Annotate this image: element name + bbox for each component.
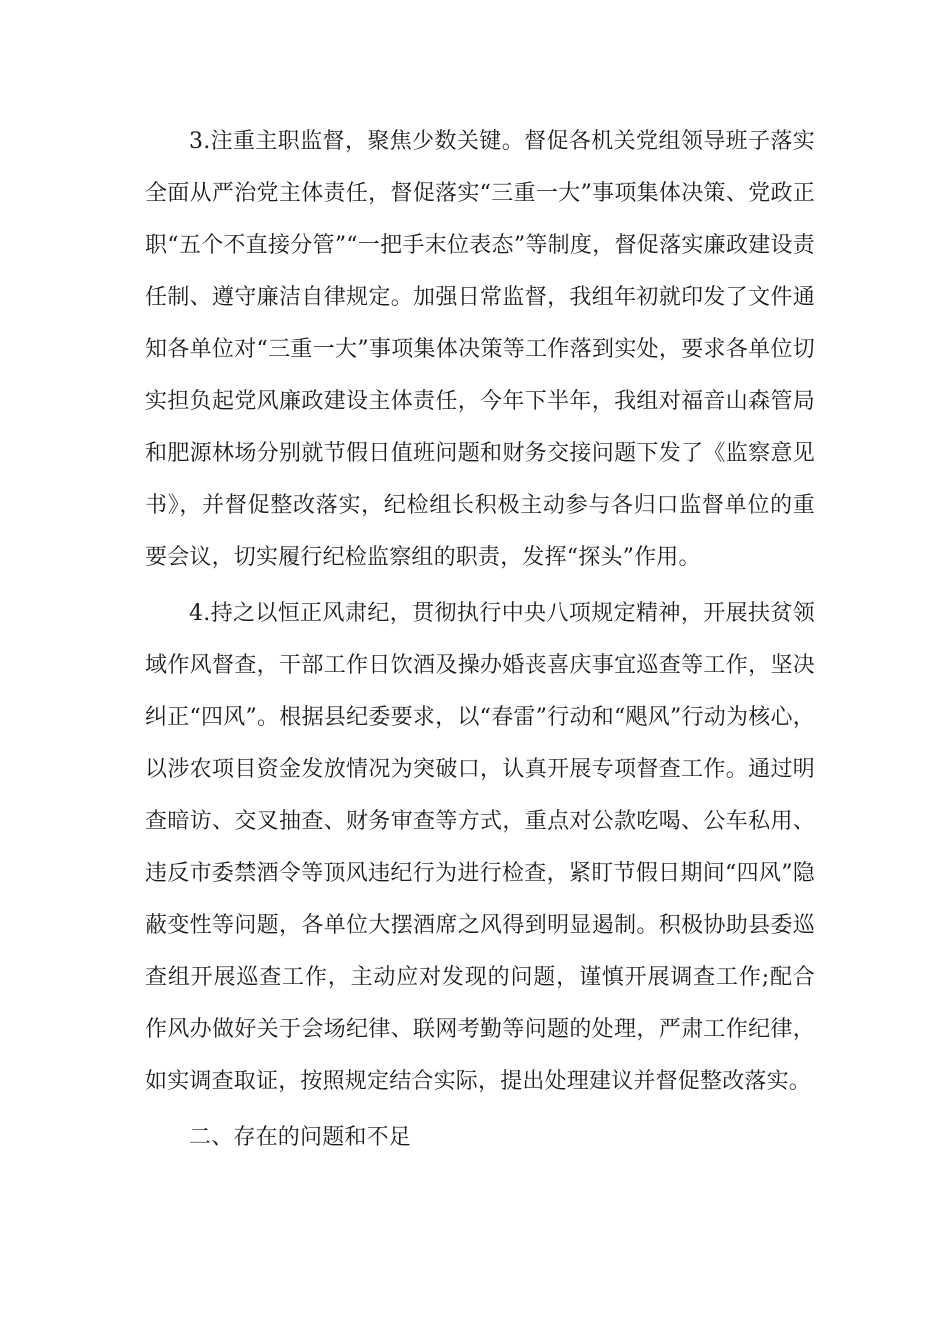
- document-body: [145, 116, 815, 1164]
- paragraph-discipline: 4.持之以恒正风肃纪，贯彻执行中央八项规定精神，开展扶贫领域作风督查，干部工作日饮酒及操办婚丧喜庆事宜巡查等工作，坚决纠正“四风”。根据县纪委要求，以“春雷”行动和“飓风”行动为核心，以涉农项目资金发放情况为突破口，认真开展专项督查工作。通过明查暗访、交叉抽查、财务审查等方式，重点对公款吃喝、公车私用、违反市委禁酒令等顶风违纪行为进行检查，紧盯节假日期间“四风”隐蔽变性等问题，各单位大摆酒席之风得到明显遏制。积极协助县委巡查组开展巡查工作，主动应对发现的问题，谨慎开展调查工作;配合作风办做好关于会场纪律、联网考勤等问题的处理，严肃工作纪律，如实调查取证，按照规定结合实际，提出处理建议并督促整改落实。: [145, 601, 815, 1094]
- section-heading: 二、存在的问题和不足: [189, 1125, 412, 1150]
- paragraph-supervision: 3.注重主职监督，聚焦少数关键。督促各机关党组领导班子落实全面从严治党主体责任，督促落实“三重一大”事项集体决策、党政正职“五个不直接分管”“一把手末位表态”等制度，督促落实廉政建设责任制、遵守廉洁自律规定。加强日常监督，我组年初就印发了文件通知各单位对“三重一大”事项集体决策等工作落到实处，要求各单位切实担负起党风廉政建设主体责任，今年下半年，我组对福音山森管局和肥源林场分别就节假日值班问题和财务交接问题下发了《监察意见书》，并督促整改落实，纪检组长积极主动参与各归口监督单位的重要会议，切实履行纪检监察组的职责，发挥“探头”作用。: [145, 129, 815, 570]
